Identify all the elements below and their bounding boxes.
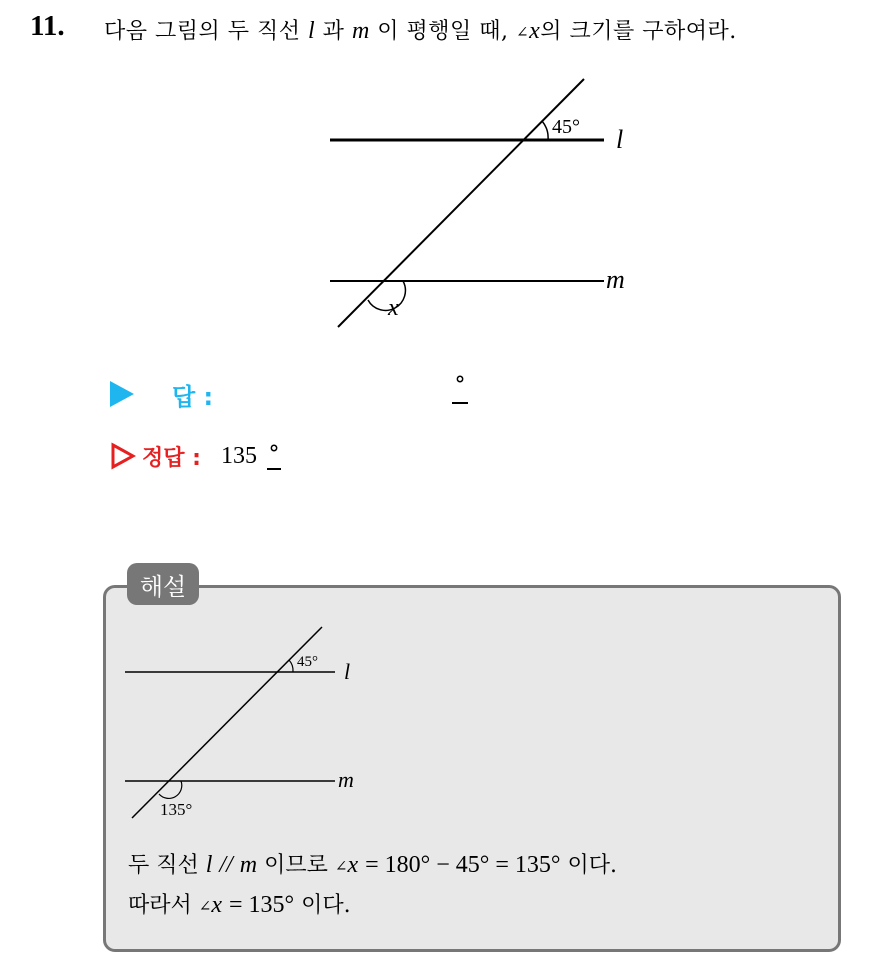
sol-transversal — [132, 627, 322, 818]
angle-x-label: x — [388, 295, 399, 321]
sol-angle-45-label: 45° — [297, 654, 318, 670]
question-word-and: 과 — [322, 19, 345, 44]
correct-label: 정답 : — [142, 445, 201, 471]
line-l-var: l — [308, 18, 316, 44]
angle-x-arc — [368, 281, 405, 310]
question-text — [104, 14, 737, 45]
parallel-lines-figure — [320, 72, 650, 342]
angle-45-label: 45° — [552, 116, 580, 138]
sol-angle-135-arc — [159, 781, 182, 798]
sol1-var-m: m — [239, 852, 258, 878]
line-l-label: l — [616, 125, 624, 154]
outline-arrow-icon — [110, 442, 136, 470]
sol2-text-end: 이다. — [301, 893, 351, 918]
sol-angle-135-label: 135° — [160, 800, 193, 819]
solution-line-2 — [128, 888, 351, 919]
solution-tag: 해설 — [127, 563, 199, 605]
question-text-after: 의 크기를 구하여라. — [540, 19, 737, 44]
line-m-var: m — [351, 18, 370, 44]
play-arrow-icon — [110, 381, 134, 407]
question-text-middle: 이 평행일 때, — [377, 19, 509, 44]
sol1-var-x: x — [347, 852, 359, 878]
sol2-expression: = 135° — [229, 892, 295, 918]
sol-line-m-label: m — [338, 767, 354, 792]
answer-row — [110, 374, 213, 414]
question-text-before: 다음 그림의 두 직선 — [104, 19, 301, 44]
angle-var-x: x — [529, 18, 541, 44]
solution-figure — [120, 624, 380, 824]
sol-line-l-label: l — [344, 659, 351, 684]
sol1-var-l: l — [205, 852, 213, 878]
sol1-text-b: 이므로 — [264, 853, 328, 878]
sol1-angle-symbol: ∠ — [334, 857, 348, 875]
sol1-expression: = 180° − 45° = 135° — [365, 852, 561, 878]
sol2-text-a: 따라서 — [128, 893, 192, 918]
sol-angle-45-arc — [289, 660, 293, 672]
angle-symbol: ∠ — [516, 23, 530, 41]
correct-answer-row — [110, 436, 281, 476]
transversal-line — [338, 79, 584, 327]
sol1-text-end: 이다. — [567, 853, 618, 878]
correct-value: 135 — [220, 442, 257, 469]
sol1-parallel: // — [219, 852, 233, 878]
sol1-text-a: 두 직선 — [128, 853, 199, 878]
angle-45-arc — [542, 121, 548, 140]
solution-line-1 — [128, 848, 617, 879]
question-number: 11. — [30, 10, 65, 42]
answer-blank[interactable]: ° — [452, 370, 468, 404]
line-m-label: m — [606, 265, 625, 294]
sol2-angle-symbol: ∠ — [198, 897, 212, 915]
correct-unit: ° — [267, 442, 281, 470]
sol2-var-x: x — [211, 892, 222, 918]
answer-label: 답 : — [172, 382, 214, 411]
